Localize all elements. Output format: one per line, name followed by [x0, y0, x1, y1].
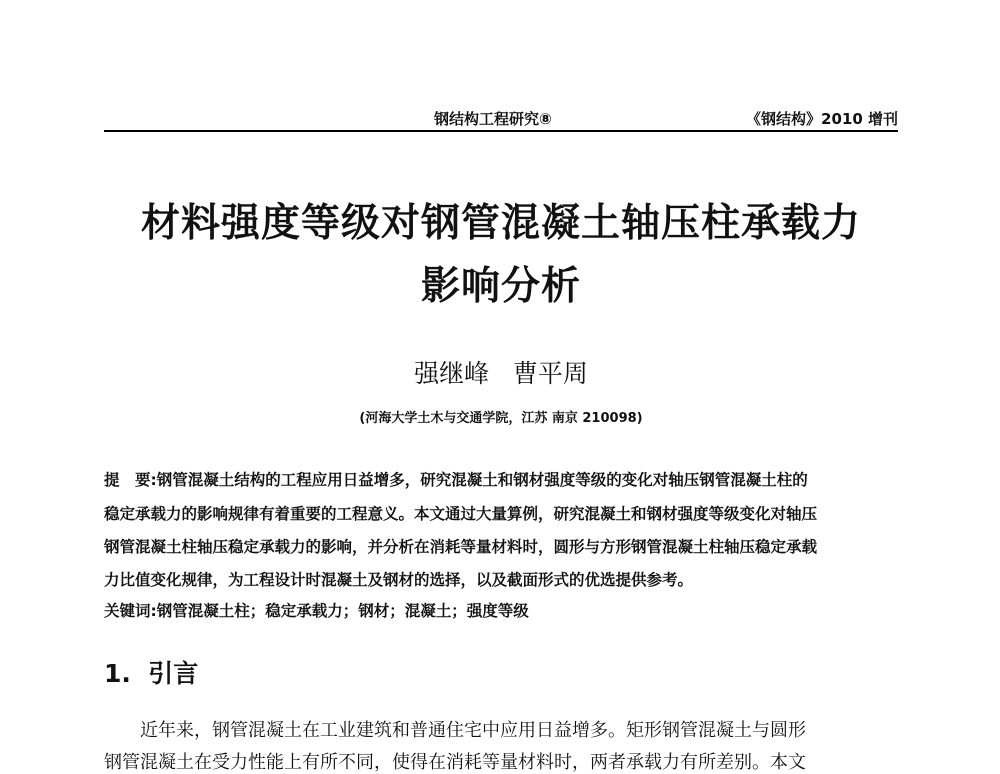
abstract-line-3: 钢管混凝土柱轴压稳定承载力的影响，并分析在消耗等量材料时，圆形与方形钢管混凝土柱轴压稳定承载	[104, 538, 818, 556]
running-header-center: 钢结构工程研究⑧	[434, 110, 552, 128]
abstract-line-2: 稳定承载力的影响规律有着重要的工程意义。本文通过大量算例，研究混凝土和钢材强度等级变化对轴压	[104, 505, 818, 523]
abstract-line-1	[104, 468, 898, 490]
section-heading-introduction: 1. 引言	[104, 659, 199, 688]
keywords-label: 关键词:	[104, 602, 157, 620]
keywords-text: 钢管混凝土柱；稳定承载力；钢材；混凝土；强度等级	[156, 602, 529, 620]
header-rule	[104, 130, 898, 132]
abstract-text-1: 钢管混凝土结构的工程应用日益增多，研究混凝土和钢材强度等级的变化对轴压钢管混凝土柱的	[156, 471, 808, 489]
running-header-right: 《钢结构》2010 增刊	[746, 110, 898, 128]
authors: 强继峰 曹平周	[414, 359, 588, 388]
body-line-1: 近年来，钢管混凝土在工业建筑和普通住宅中应用日益增多。矩形钢管混凝土与圆形	[140, 720, 806, 741]
keywords-line	[104, 599, 898, 621]
paper-title-line-1: 材料强度等级对钢管混凝土轴压柱承载力	[140, 201, 861, 246]
paper-title-line-2: 影响分析	[420, 264, 581, 309]
abstract-label: 提 要:	[104, 471, 157, 489]
affiliation: (河海大学土木与交通学院，江苏 南京 210098)	[359, 411, 643, 426]
abstract-line-4: 力比值变化规律，为工程设计时混凝土及钢材的选择，以及截面形式的优选提供参考。	[104, 571, 694, 589]
body-line-2: 钢管混凝土在受力性能上有所不同，使得在消耗等量材料时，两者承载力有所差别。本文	[104, 752, 806, 773]
